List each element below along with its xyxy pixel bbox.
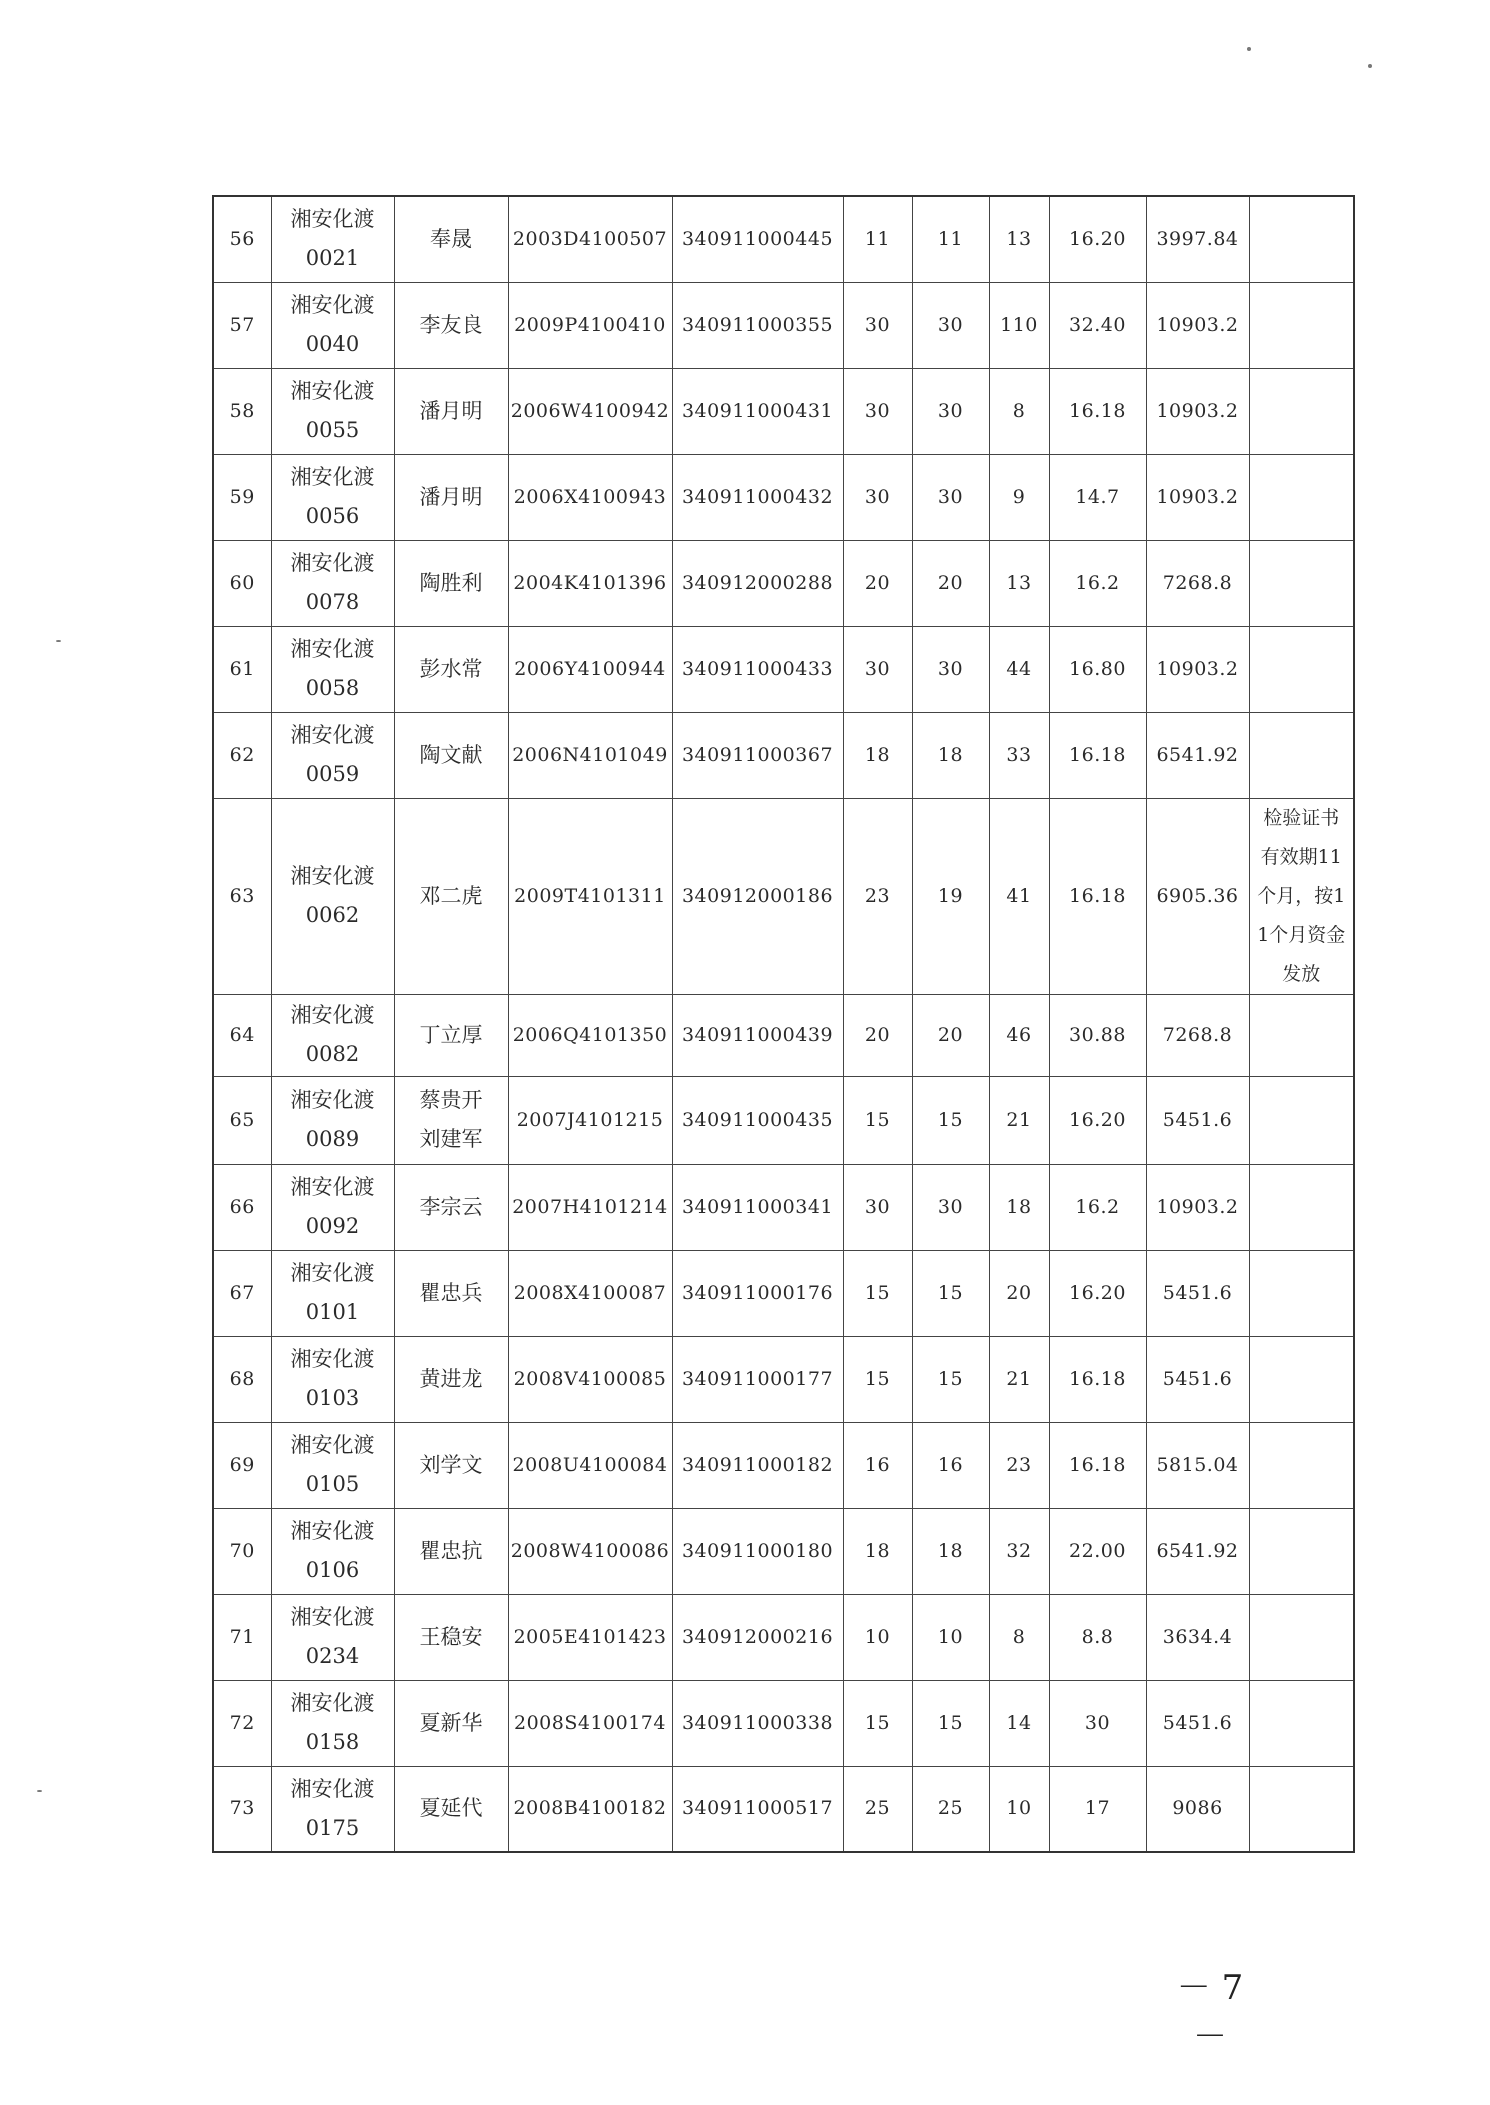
certificate-number-cell: 2007J4101215 <box>508 1076 672 1164</box>
table-row <box>213 1680 1354 1766</box>
note-cell <box>1249 1076 1354 1164</box>
registration-number-cell: 340912000288 <box>672 540 843 626</box>
vessel-name-line: 0103 <box>305 1386 360 1410</box>
vessel-name-cell <box>271 196 394 282</box>
vessel-name-cell <box>271 540 394 626</box>
vessel-name-line: 湘安化渡 <box>290 637 375 661</box>
value-cell-4: 22.00 <box>1049 1508 1146 1594</box>
scan-speck <box>1368 64 1372 68</box>
owner-name-line: 瞿忠抗 <box>419 1538 483 1563</box>
note-cell <box>1249 368 1354 454</box>
scan-speck <box>1247 47 1251 51</box>
vessel-name-line: 湘安化渡 <box>290 864 375 888</box>
value-cell-2: 15 <box>912 1680 989 1766</box>
vessel-name-line: 湘安化渡 <box>290 1433 375 1457</box>
owner-name-line: 潘月明 <box>419 484 483 509</box>
value-cell-3: 14 <box>989 1680 1049 1766</box>
value-cell-2: 30 <box>912 626 989 712</box>
vessel-name-line: 0059 <box>305 762 360 786</box>
row-number-cell: 72 <box>213 1680 271 1766</box>
row-number-cell: 66 <box>213 1164 271 1250</box>
row-number-cell: 69 <box>213 1422 271 1508</box>
value-cell-4: 16.20 <box>1049 1250 1146 1336</box>
vessel-name-line: 湘安化渡 <box>290 1003 375 1027</box>
value-cell-4: 17 <box>1049 1766 1146 1852</box>
row-number-cell: 58 <box>213 368 271 454</box>
vessel-name-cell <box>271 1164 394 1250</box>
note-cell <box>1249 1508 1354 1594</box>
subsidy-table <box>212 195 1355 1853</box>
note-cell <box>1249 1680 1354 1766</box>
registration-number-cell: 340911000177 <box>672 1336 843 1422</box>
registration-number-cell: 340911000433 <box>672 626 843 712</box>
owner-name-cell <box>394 1422 508 1508</box>
value-cell-1: 30 <box>843 626 912 712</box>
value-cell-3: 8 <box>989 1594 1049 1680</box>
vessel-name-line: 湘安化渡 <box>290 1175 375 1199</box>
table-row <box>213 1336 1354 1422</box>
vessel-name-line: 0078 <box>305 590 360 614</box>
owner-name-cell <box>394 1336 508 1422</box>
certificate-number-cell: 2005E4101423 <box>508 1594 672 1680</box>
owner-name-cell <box>394 1250 508 1336</box>
vessel-name-cell <box>271 1594 394 1680</box>
vessel-name-line: 0106 <box>305 1558 360 1582</box>
value-cell-1: 30 <box>843 282 912 368</box>
value-cell-4: 16.20 <box>1049 196 1146 282</box>
value-cell-1: 23 <box>843 798 912 994</box>
value-cell-3: 46 <box>989 994 1049 1076</box>
vessel-name-line: 湘安化渡 <box>290 1605 375 1629</box>
vessel-name-cell <box>271 368 394 454</box>
certificate-number-cell: 2006Y4100944 <box>508 626 672 712</box>
owner-name-line: 瞿忠兵 <box>419 1280 483 1305</box>
value-cell-3: 110 <box>989 282 1049 368</box>
vessel-name-cell <box>271 1336 394 1422</box>
value-cell-4: 16.18 <box>1049 1422 1146 1508</box>
certificate-number-cell: 2009P4100410 <box>508 282 672 368</box>
registration-number-cell: 340912000186 <box>672 798 843 994</box>
value-cell-4: 16.2 <box>1049 1164 1146 1250</box>
owner-name-cell <box>394 196 508 282</box>
value-cell-2: 25 <box>912 1766 989 1852</box>
value-cell-4: 16.18 <box>1049 368 1146 454</box>
value-cell-3: 23 <box>989 1422 1049 1508</box>
value-cell-2: 15 <box>912 1250 989 1336</box>
row-number-cell: 60 <box>213 540 271 626</box>
amount-cell: 5451.6 <box>1146 1076 1249 1164</box>
value-cell-4: 14.7 <box>1049 454 1146 540</box>
registration-number-cell: 340911000182 <box>672 1422 843 1508</box>
row-number-cell: 65 <box>213 1076 271 1164</box>
certificate-number-cell: 2006W4100942 <box>508 368 672 454</box>
owner-name-line: 彭水常 <box>419 656 483 681</box>
owner-name-line: 刘学文 <box>419 1452 483 1477</box>
owner-name-line: 蔡贵开 <box>419 1088 483 1112</box>
registration-number-cell: 340911000180 <box>672 1508 843 1594</box>
value-cell-4: 16.18 <box>1049 798 1146 994</box>
value-cell-1: 15 <box>843 1076 912 1164</box>
value-cell-3: 44 <box>989 626 1049 712</box>
value-cell-3: 13 <box>989 196 1049 282</box>
vessel-name-line: 湘安化渡 <box>290 1519 375 1543</box>
note-cell: 检验证书有效期11个月，按11个月资金发放 <box>1249 798 1354 994</box>
value-cell-4: 30.88 <box>1049 994 1146 1076</box>
owner-name-line: 陶胜利 <box>419 570 483 595</box>
vessel-name-line: 0040 <box>305 332 360 356</box>
certificate-number-cell: 2003D4100507 <box>508 196 672 282</box>
owner-name-line: 夏新华 <box>419 1710 483 1735</box>
note-cell <box>1249 1594 1354 1680</box>
amount-cell: 5451.6 <box>1146 1250 1249 1336</box>
vessel-name-line: 0092 <box>305 1214 360 1238</box>
owner-name-line: 黄进龙 <box>419 1366 483 1391</box>
value-cell-2: 15 <box>912 1076 989 1164</box>
owner-name-cell <box>394 1076 508 1164</box>
table-row <box>213 540 1354 626</box>
row-number-cell: 73 <box>213 1766 271 1852</box>
amount-cell: 6541.92 <box>1146 1508 1249 1594</box>
amount-cell: 5815.04 <box>1146 1422 1249 1508</box>
owner-name-cell <box>394 1594 508 1680</box>
value-cell-2: 30 <box>912 1164 989 1250</box>
note-cell <box>1249 454 1354 540</box>
certificate-number-cell: 2006X4100943 <box>508 454 672 540</box>
value-cell-4: 8.8 <box>1049 1594 1146 1680</box>
owner-name-line: 王稳安 <box>419 1624 483 1649</box>
vessel-name-cell <box>271 798 394 994</box>
value-cell-1: 30 <box>843 454 912 540</box>
table-row <box>213 196 1354 282</box>
vessel-name-line: 0101 <box>305 1300 360 1324</box>
note-cell <box>1249 1422 1354 1508</box>
value-cell-1: 16 <box>843 1422 912 1508</box>
scan-speck <box>56 640 61 642</box>
value-cell-4: 16.80 <box>1049 626 1146 712</box>
vessel-name-line: 湘安化渡 <box>290 1691 375 1715</box>
value-cell-1: 30 <box>843 368 912 454</box>
vessel-name-cell <box>271 282 394 368</box>
row-number-cell: 71 <box>213 1594 271 1680</box>
certificate-number-cell: 2006Q4101350 <box>508 994 672 1076</box>
owner-name-line: 夏延代 <box>419 1796 483 1821</box>
table-row <box>213 1508 1354 1594</box>
certificate-number-cell: 2008W4100086 <box>508 1508 672 1594</box>
table-row <box>213 626 1354 712</box>
amount-cell: 10903.2 <box>1146 1164 1249 1250</box>
owner-name-cell <box>394 282 508 368</box>
value-cell-4: 32.40 <box>1049 282 1146 368</box>
value-cell-2: 15 <box>912 1336 989 1422</box>
table-row <box>213 1164 1354 1250</box>
value-cell-1: 20 <box>843 540 912 626</box>
registration-number-cell: 340911000431 <box>672 368 843 454</box>
vessel-name-cell <box>271 1422 394 1508</box>
value-cell-2: 18 <box>912 1508 989 1594</box>
owner-name-line: 李宗云 <box>419 1194 483 1219</box>
registration-number-cell: 340911000338 <box>672 1680 843 1766</box>
vessel-name-cell <box>271 1680 394 1766</box>
amount-cell: 7268.8 <box>1146 994 1249 1076</box>
amount-cell: 7268.8 <box>1146 540 1249 626</box>
vessel-name-line: 0021 <box>305 246 360 271</box>
owner-name-line: 刘建军 <box>419 1127 483 1151</box>
note-cell <box>1249 1164 1354 1250</box>
table-row <box>213 712 1354 798</box>
amount-cell: 6905.36 <box>1146 798 1249 994</box>
vessel-name-cell <box>271 454 394 540</box>
vessel-name-line: 0062 <box>305 903 360 927</box>
registration-number-cell: 340911000517 <box>672 1766 843 1852</box>
value-cell-1: 15 <box>843 1680 912 1766</box>
table-row <box>213 454 1354 540</box>
vessel-name-line: 湘安化渡 <box>290 723 375 747</box>
value-cell-2: 10 <box>912 1594 989 1680</box>
note-cell <box>1249 1336 1354 1422</box>
registration-number-cell: 340911000176 <box>672 1250 843 1336</box>
scan-speck <box>37 1790 42 1792</box>
value-cell-3: 18 <box>989 1164 1049 1250</box>
row-number-cell: 64 <box>213 994 271 1076</box>
owner-name-line: 邓二虎 <box>419 883 483 908</box>
amount-cell: 5451.6 <box>1146 1336 1249 1422</box>
table-row <box>213 282 1354 368</box>
vessel-name-cell <box>271 1508 394 1594</box>
registration-number-cell: 340911000432 <box>672 454 843 540</box>
owner-name-line: 奉晟 <box>430 226 472 251</box>
certificate-number-cell: 2009T4101311 <box>508 798 672 994</box>
value-cell-1: 18 <box>843 712 912 798</box>
row-number-cell: 62 <box>213 712 271 798</box>
table-body <box>213 196 1354 1852</box>
table-row <box>213 1766 1354 1852</box>
owner-name-line: 陶文献 <box>419 742 483 767</box>
value-cell-3: 9 <box>989 454 1049 540</box>
value-cell-3: 13 <box>989 540 1049 626</box>
registration-number-cell: 340911000341 <box>672 1164 843 1250</box>
table-row <box>213 368 1354 454</box>
owner-name-line: 潘月明 <box>419 398 483 423</box>
certificate-number-cell: 2008V4100085 <box>508 1336 672 1422</box>
vessel-name-cell <box>271 1250 394 1336</box>
amount-cell: 3634.4 <box>1146 1594 1249 1680</box>
row-number-cell: 56 <box>213 196 271 282</box>
note-cell <box>1249 626 1354 712</box>
row-number-cell: 61 <box>213 626 271 712</box>
value-cell-2: 20 <box>912 540 989 626</box>
value-cell-3: 21 <box>989 1336 1049 1422</box>
vessel-name-line: 0056 <box>305 504 360 528</box>
table-row <box>213 1594 1354 1680</box>
certificate-number-cell: 2008X4100087 <box>508 1250 672 1336</box>
amount-cell: 3997.84 <box>1146 196 1249 282</box>
owner-name-cell <box>394 626 508 712</box>
vessel-name-line: 0105 <box>305 1472 360 1496</box>
row-number-cell: 57 <box>213 282 271 368</box>
certificate-number-cell: 2008U4100084 <box>508 1422 672 1508</box>
value-cell-4: 16.2 <box>1049 540 1146 626</box>
note-cell <box>1249 196 1354 282</box>
value-cell-1: 20 <box>843 994 912 1076</box>
amount-cell: 10903.2 <box>1146 368 1249 454</box>
value-cell-3: 10 <box>989 1766 1049 1852</box>
value-cell-4: 16.18 <box>1049 712 1146 798</box>
value-cell-1: 15 <box>843 1336 912 1422</box>
note-cell <box>1249 712 1354 798</box>
value-cell-2: 11 <box>912 196 989 282</box>
vessel-name-line: 湘安化渡 <box>290 379 375 403</box>
value-cell-1: 11 <box>843 196 912 282</box>
owner-name-cell <box>394 712 508 798</box>
table-row <box>213 1422 1354 1508</box>
value-cell-2: 30 <box>912 368 989 454</box>
registration-number-cell: 340912000216 <box>672 1594 843 1680</box>
vessel-name-line: 0234 <box>305 1644 360 1668</box>
vessel-name-line: 湘安化渡 <box>290 1776 375 1801</box>
note-cell <box>1249 1766 1354 1852</box>
vessel-name-cell <box>271 1076 394 1164</box>
amount-cell: 10903.2 <box>1146 282 1249 368</box>
value-cell-2: 20 <box>912 994 989 1076</box>
value-cell-3: 21 <box>989 1076 1049 1164</box>
value-cell-1: 18 <box>843 1508 912 1594</box>
owner-name-cell <box>394 1766 508 1852</box>
value-cell-3: 41 <box>989 798 1049 994</box>
vessel-name-line: 0058 <box>305 676 360 700</box>
vessel-name-cell <box>271 994 394 1076</box>
amount-cell: 5451.6 <box>1146 1680 1249 1766</box>
registration-number-cell: 340911000445 <box>672 196 843 282</box>
value-cell-3: 33 <box>989 712 1049 798</box>
value-cell-2: 30 <box>912 454 989 540</box>
vessel-name-line: 湘安化渡 <box>290 551 375 575</box>
value-cell-3: 20 <box>989 1250 1049 1336</box>
certificate-number-cell: 2008S4100174 <box>508 1680 672 1766</box>
owner-name-cell <box>394 994 508 1076</box>
amount-cell: 6541.92 <box>1146 712 1249 798</box>
note-cell <box>1249 282 1354 368</box>
value-cell-3: 8 <box>989 368 1049 454</box>
value-cell-1: 30 <box>843 1164 912 1250</box>
vessel-name-line: 湘安化渡 <box>290 207 375 232</box>
vessel-name-cell <box>271 1766 394 1852</box>
vessel-name-cell <box>271 626 394 712</box>
vessel-name-line: 0082 <box>305 1042 360 1066</box>
amount-cell: 10903.2 <box>1146 626 1249 712</box>
value-cell-1: 25 <box>843 1766 912 1852</box>
value-cell-1: 10 <box>843 1594 912 1680</box>
row-number-cell: 70 <box>213 1508 271 1594</box>
amount-cell: 10903.2 <box>1146 454 1249 540</box>
owner-name-line: 丁立厚 <box>419 1022 483 1047</box>
row-number-cell: 63 <box>213 798 271 994</box>
vessel-name-line: 湘安化渡 <box>290 1088 375 1112</box>
value-cell-4: 30 <box>1049 1680 1146 1766</box>
owner-name-line: 李友良 <box>419 312 483 337</box>
vessel-name-line: 湘安化渡 <box>290 1347 375 1371</box>
row-number-cell: 68 <box>213 1336 271 1422</box>
table-row <box>213 1076 1354 1164</box>
note-cell <box>1249 994 1354 1076</box>
note-cell <box>1249 1250 1354 1336</box>
vessel-name-line: 湘安化渡 <box>290 293 375 317</box>
vessel-name-line: 0055 <box>305 418 360 442</box>
table-row <box>213 1250 1354 1336</box>
value-cell-3: 32 <box>989 1508 1049 1594</box>
certificate-number-cell: 2004K4101396 <box>508 540 672 626</box>
vessel-name-line: 0089 <box>305 1127 360 1151</box>
table-row <box>213 798 1354 994</box>
value-cell-2: 16 <box>912 1422 989 1508</box>
owner-name-cell <box>394 454 508 540</box>
owner-name-cell <box>394 1680 508 1766</box>
vessel-name-line: 湘安化渡 <box>290 1261 375 1285</box>
vessel-name-line: 0158 <box>305 1730 360 1754</box>
registration-number-cell: 340911000435 <box>672 1076 843 1164</box>
owner-name-cell <box>394 540 508 626</box>
owner-name-cell <box>394 798 508 994</box>
row-number-cell: 59 <box>213 454 271 540</box>
table-row <box>213 994 1354 1076</box>
row-number-cell: 67 <box>213 1250 271 1336</box>
value-cell-2: 18 <box>912 712 989 798</box>
value-cell-4: 16.20 <box>1049 1076 1146 1164</box>
registration-number-cell: 340911000367 <box>672 712 843 798</box>
vessel-name-line: 0175 <box>305 1815 360 1840</box>
page-number: － 7 － <box>1176 1968 1244 2057</box>
value-cell-2: 19 <box>912 798 989 994</box>
vessel-name-line: 湘安化渡 <box>290 465 375 489</box>
vessel-name-cell <box>271 712 394 798</box>
certificate-number-cell: 2007H4101214 <box>508 1164 672 1250</box>
owner-name-cell <box>394 1508 508 1594</box>
value-cell-4: 16.18 <box>1049 1336 1146 1422</box>
certificate-number-cell: 2006N4101049 <box>508 712 672 798</box>
value-cell-1: 15 <box>843 1250 912 1336</box>
registration-number-cell: 340911000355 <box>672 282 843 368</box>
owner-name-cell <box>394 368 508 454</box>
registration-number-cell: 340911000439 <box>672 994 843 1076</box>
owner-name-cell <box>394 1164 508 1250</box>
value-cell-2: 30 <box>912 282 989 368</box>
note-cell <box>1249 540 1354 626</box>
certificate-number-cell: 2008B4100182 <box>508 1766 672 1852</box>
amount-cell: 9086 <box>1146 1766 1249 1852</box>
